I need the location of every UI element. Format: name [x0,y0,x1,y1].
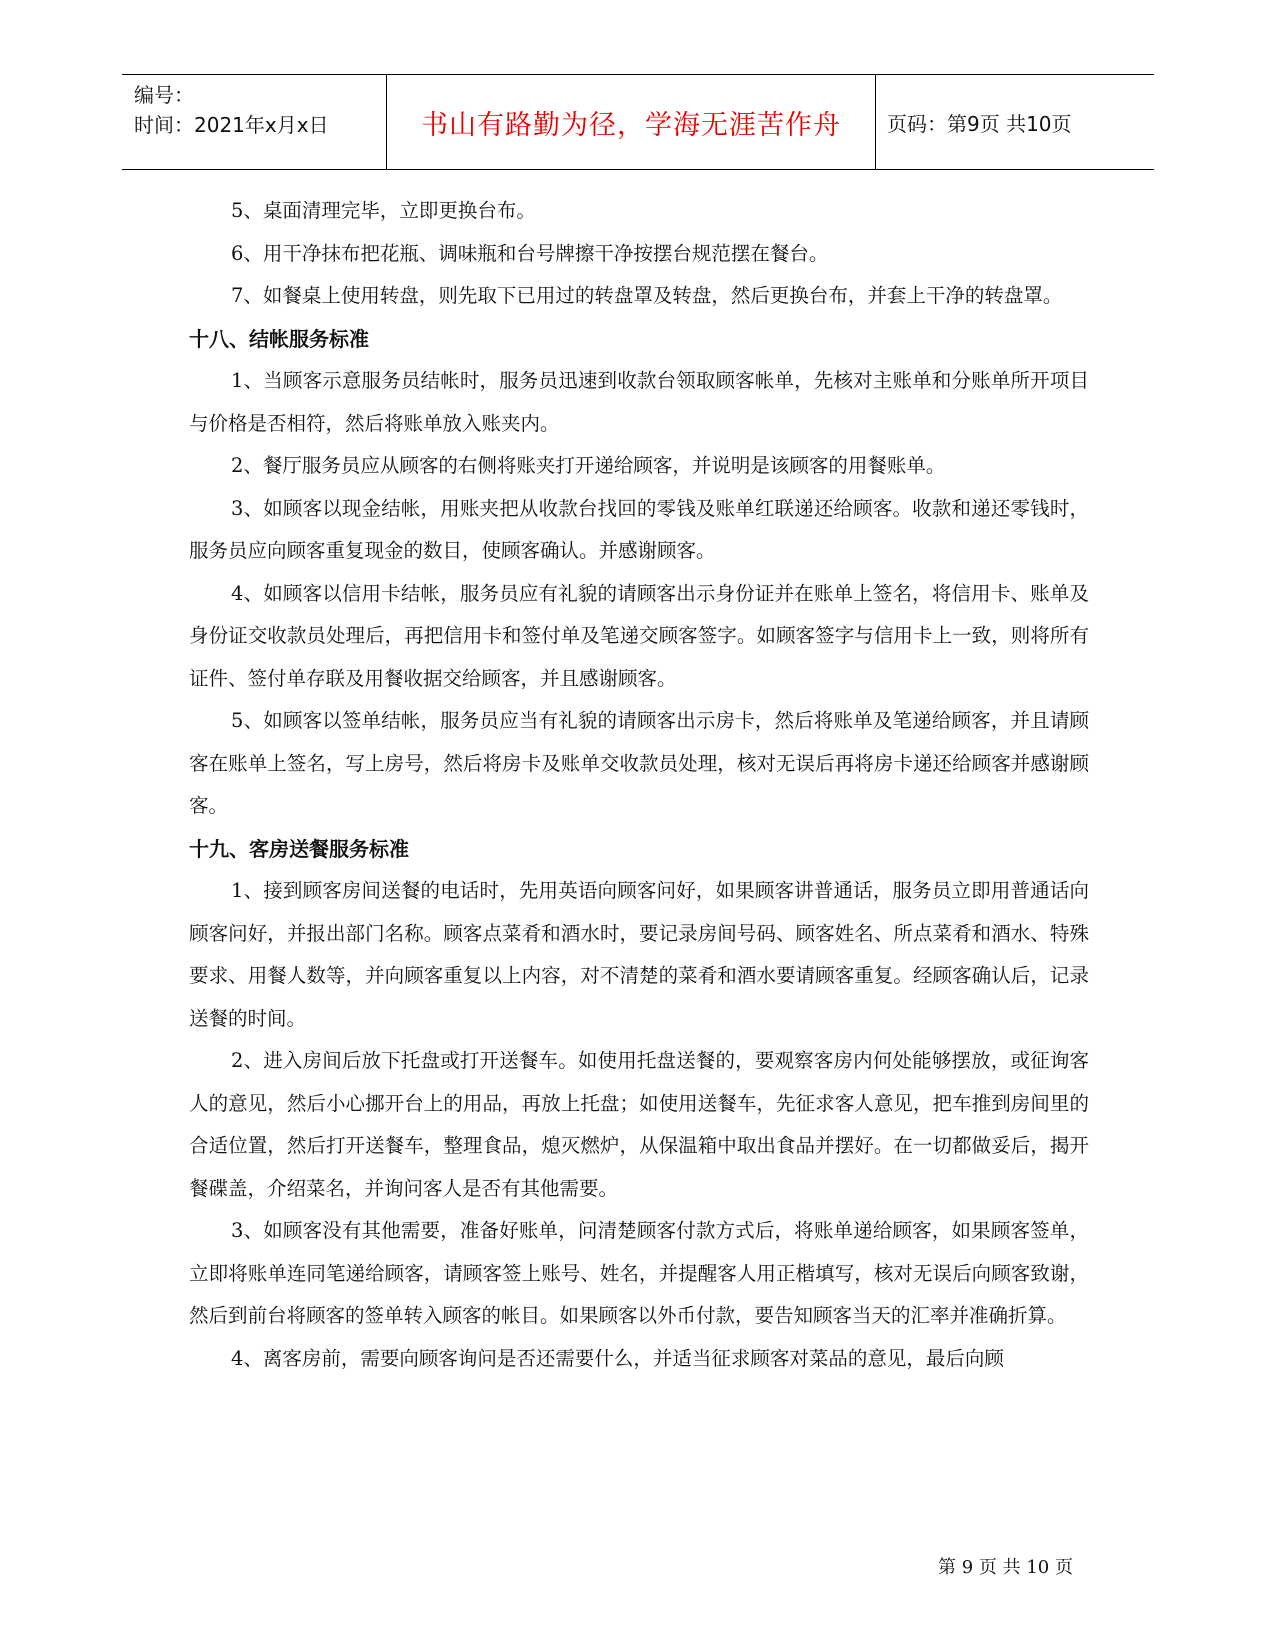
page-footer: 第 9 页 共 10 页 [938,1557,1073,1578]
body-paragraph: 1、当顾客示意服务员结帐时，服务员迅速到收款台领取顾客帐单，先核对主账单和分账单所开项目与价格是否相符，然后将账单放入账夹内。 [189,369,1089,435]
body-paragraph: 7、如餐桌上使用转盘，则先取下已用过的转盘罩及转盘，然后更换台布，并套上干净的转盘罩。 [231,284,1063,307]
date-label: 时间：2021年x月x日 [134,113,329,137]
header-page-cell [875,75,1154,169]
header-meta-cell [122,75,386,169]
document-body [189,190,1089,1380]
section-heading: 十九、客房送餐服务标准 [189,836,409,861]
motto-text: 书山有路勤为径，学海无涯苦作舟 [421,109,841,141]
page-info: 页码：第9页 共10页 [887,111,1072,136]
body-paragraph: 2、进入房间后放下托盘或打开送餐车。如使用托盘送餐的，要观察客房内何处能够摆放，或征询客人的意见，然后小心挪开台上的用品，再放上托盘；如使用送餐车，先征求客人意见，把车推到房间里的合适位置，然后打开送餐车，整理食品，熄灭燃炉，从保温箱中取出食品并摆好。在一切都做妥后，揭开餐碟盖，介绍菜名，并询问客人是否有其他需要。 [189,1049,1089,1200]
body-paragraph: 4、离客房前，需要向顾客询问是否还需要什么，并适当征求顾客对菜品的意见，最后向顾 [231,1346,1004,1370]
serial-number-label: 编号： [134,83,194,107]
body-paragraph: 6、用干净抹布把花瓶、调味瓶和台号牌擦干净按摆台规范摆在餐台。 [231,241,829,265]
body-paragraph: 2、餐厅服务员应从顾客的右侧将账夹打开递给顾客，并说明是该顾客的用餐账单。 [231,454,946,477]
section-heading: 十八、结帐服务标准 [189,326,369,351]
document-header [122,74,1154,170]
body-paragraph: 1、接到顾客房间送餐的电话时，先用英语向顾客问好，如果顾客讲普通话，服务员立即用普通话向顾客问好，并报出部门名称。顾客点菜肴和酒水时，要记录房间号码、顾客姓名、所点菜肴和酒水、特殊要求、用餐人数等，并向顾客重复以上内容，对不清楚的菜肴和酒水要请顾客重复。经顾客确认后，记录送餐的时间。 [189,879,1089,1030]
body-paragraph: 4、如顾客以信用卡结帐，服务员应有礼貌的请顾客出示身份证并在账单上签名，将信用卡、账单及身份证交收款员处理后，再把信用卡和签付单及笔递交顾客签字。如顾客签字与信用卡上一致，则将所有证件、签付单存联及用餐收据交给顾客，并且感谢顾客。 [189,581,1089,690]
header-motto-cell [386,75,876,169]
body-paragraph: 5、如顾客以签单结帐，服务员应当有礼貌的请顾客出示房卡，然后将账单及笔递给顾客，并且请顾客在账单上签名，写上房号，然后将房卡及账单交收款员处理，核对无误后再将房卡递还给顾客并感谢顾客。 [189,709,1089,817]
body-paragraph: 3、如顾客以现金结帐，用账夹把从收款台找回的零钱及账单红联递还给顾客。收款和递还零钱时，服务员应向顾客重复现金的数目，使顾客确认。并感谢顾客。 [189,496,1089,562]
body-paragraph: 5、桌面清理完毕，立即更换台布。 [231,199,536,222]
body-paragraph: 3、如顾客没有其他需要，准备好账单，问清楚顾客付款方式后，将账单递给顾客，如果顾客签单，立即将账单连同笔递给顾客，请顾客签上账号、姓名，并提醒客人用正楷填写，核对无误后向顾客致谢，然后到前台将顾客的签单转入顾客的帐目。如果顾客以外币付款，要告知顾客当天的汇率并准确折算。 [189,1219,1089,1327]
